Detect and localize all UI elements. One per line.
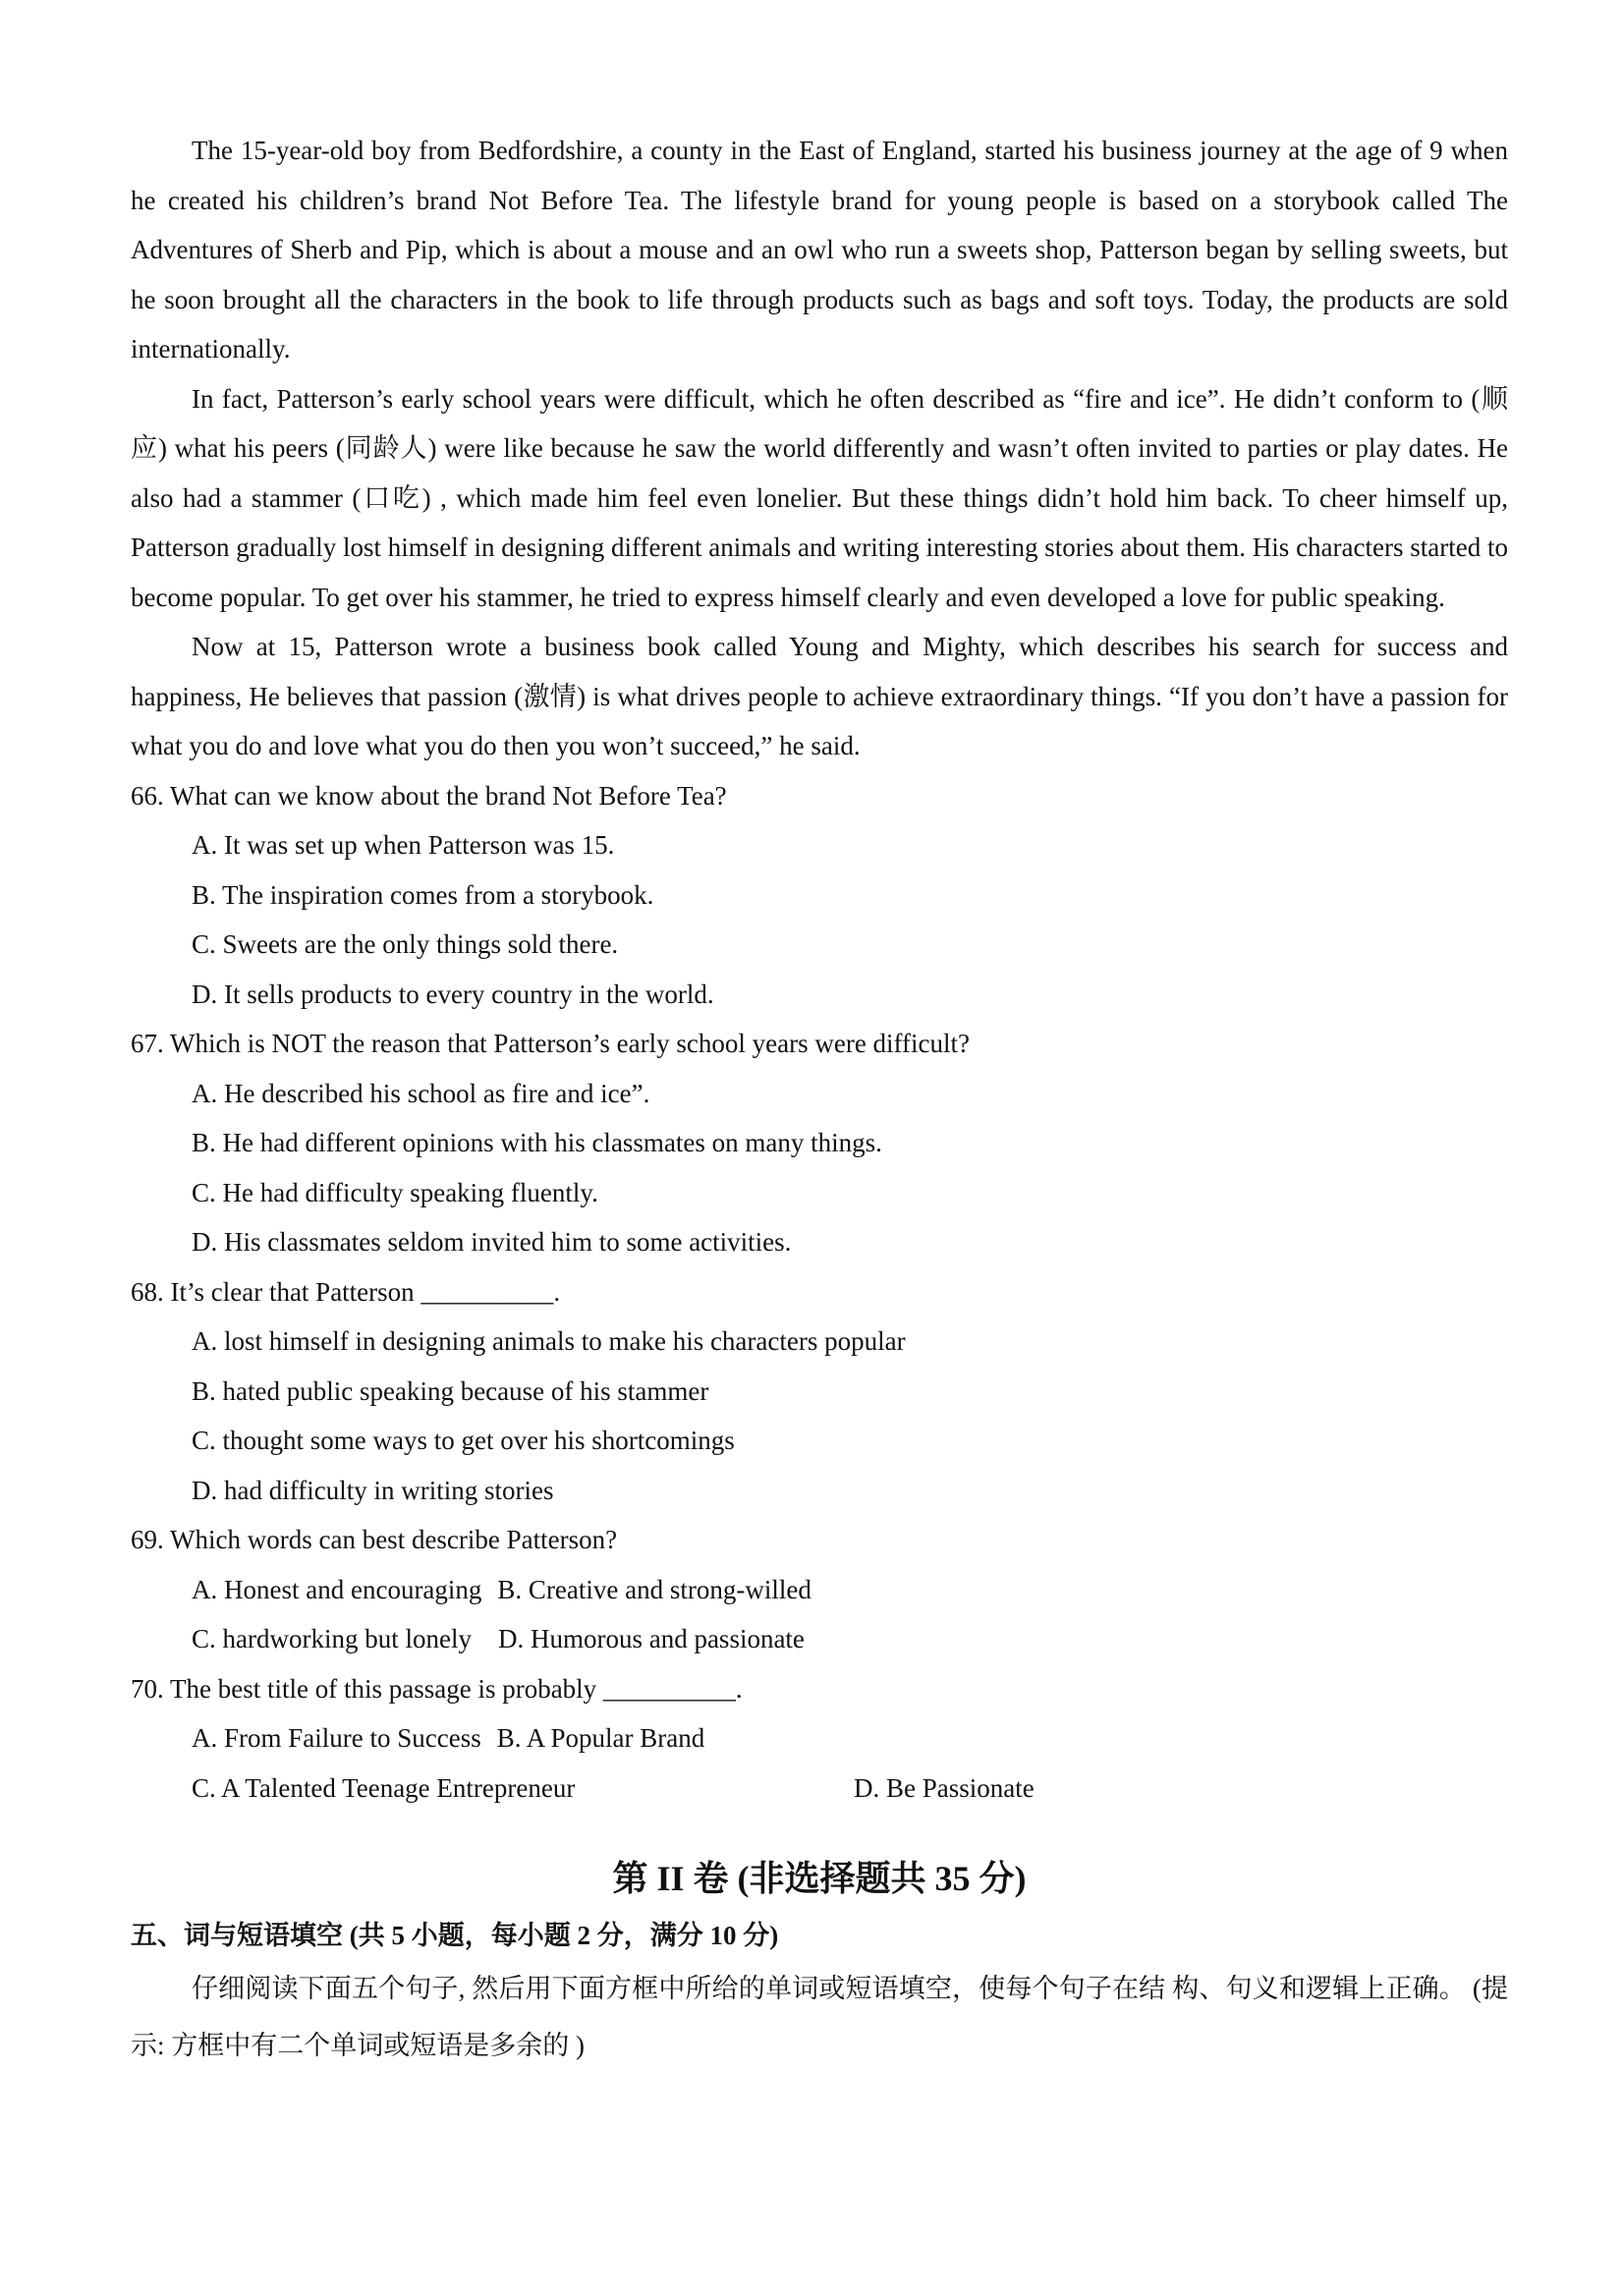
question-70-options-row-2 <box>131 1764 1508 1814</box>
question-69-option-d: D. Humorous and passionate <box>497 1624 805 1653</box>
question-69-option-b: B. Creative and strong-willed <box>497 1574 812 1604</box>
question-66 <box>131 771 1508 1020</box>
question-67-option-b: B. He had different opinions with his classmates on many things. <box>192 1128 882 1157</box>
part-5-heading: 五、词与短语填空 (共 5 小题，每小题 2 分，满分 10 分) <box>131 1921 779 1950</box>
passage-paragraph-3: Now at 15, Patterson wrote a business book called Young and Mighty, which describes his search for success and happiness, He believes that passion (激情) is what drives people to achieve extraordinary things. “If you don’t have a passion for what you do and love what you do then you won’t succeed,” he said. <box>131 632 1508 760</box>
question-69-options-row-2 <box>131 1614 1508 1664</box>
question-67-option-a: A. He described his school as fire and ice”. <box>192 1078 650 1108</box>
question-67 <box>131 1019 1508 1267</box>
question-69-option-c: C. hardworking but lonely <box>192 1624 472 1653</box>
passage-paragraph-1: The 15-year-old boy from Bedfordshire, a county in the East of England, started his business journey at the age of 9 when he created his children’s brand Not Before Tea. The lifestyle brand for young people is based on a storybook called The Adventures of Sherb and Pip, which is about a mouse and an owl who run a sweets shop, Patterson began by selling sweets, but he soon brought all the characters in the book to life through products such as bags and soft toys. Today, the products are sold internationally. <box>131 136 1508 364</box>
exam-page <box>131 126 1508 2074</box>
question-70-option-c: C. A Talented Teenage Entrepreneur <box>192 1772 576 1803</box>
question-68-stem: 68. It’s clear that Patterson __________. <box>131 1276 561 1307</box>
question-70-option-a: A. From Failure to Success <box>192 1723 481 1753</box>
question-70-option-b: B. A Popular Brand <box>496 1723 705 1753</box>
passage-paragraph-2: In fact, Patterson’s early school years were difficult, which he often described as “fire and ice”. He didn’t conform to (顺应) what his peers (同龄人) were like because he saw the world differently and wasn’t often invited to parties or play dates. He also had a stammer (口吃) , which made him feel even lonelier. But these things didn’t hold him back. To cheer himself up, Patterson gradually lost himself in designing different animals and writing interesting stories about them. His characters started to become popular. To get over his stammer, he tried to express himself clearly and even developed a love for public speaking. <box>131 383 1508 612</box>
question-69-stem: 69. Which words can best describe Patterson? <box>131 1525 618 1554</box>
question-69 <box>131 1515 1508 1664</box>
question-67-stem: 67. Which is NOT the reason that Patterson’s early school years were difficult? <box>131 1029 971 1058</box>
question-66-option-b: B. The inspiration comes from a storybook. <box>192 879 654 910</box>
part-5-instructions: 仔细阅读下面五个句子, 然后用下面方框中所给的单词或短语填空，使每个句子在结 构、句义和逻辑上正确。 (提示: 方框中有二个单词或短语是多余的 ) <box>131 1974 1508 2060</box>
question-68-option-b: B. hated public speaking because of his stammer <box>192 1375 709 1406</box>
question-66-option-a: A. It was set up when Patterson was 15. <box>192 830 615 860</box>
question-66-option-d: D. It sells products to every country in the world. <box>192 979 714 1009</box>
question-66-stem: 66. What can we know about the brand Not Before Tea? <box>131 780 727 811</box>
question-69-options-row-1 <box>131 1565 1508 1615</box>
question-70-options-row-1 <box>131 1713 1508 1764</box>
question-70-option-d: D. Be Passionate <box>854 1772 1035 1803</box>
question-70 <box>131 1664 1508 1814</box>
question-69-option-a: A. Honest and encouraging <box>192 1574 482 1604</box>
question-70-stem: 70. The best title of this passage is probably __________. <box>131 1673 743 1704</box>
question-68-option-a: A. lost himself in designing animals to make his characters popular <box>192 1326 906 1356</box>
question-68-option-c: C. thought some ways to get over his shortcomings <box>192 1426 735 1455</box>
question-68 <box>131 1267 1508 1516</box>
question-68-option-d: D. had difficulty in writing stories <box>192 1475 554 1505</box>
question-67-option-c: C. He had difficulty speaking fluently. <box>192 1177 598 1207</box>
question-66-option-c: C. Sweets are the only things sold there. <box>192 929 619 959</box>
question-67-option-d: D. His classmates seldom invited him to some activities. <box>192 1227 792 1257</box>
section-2-title: 第 II 卷 (非选择题共 35 分) <box>612 1859 1027 1898</box>
